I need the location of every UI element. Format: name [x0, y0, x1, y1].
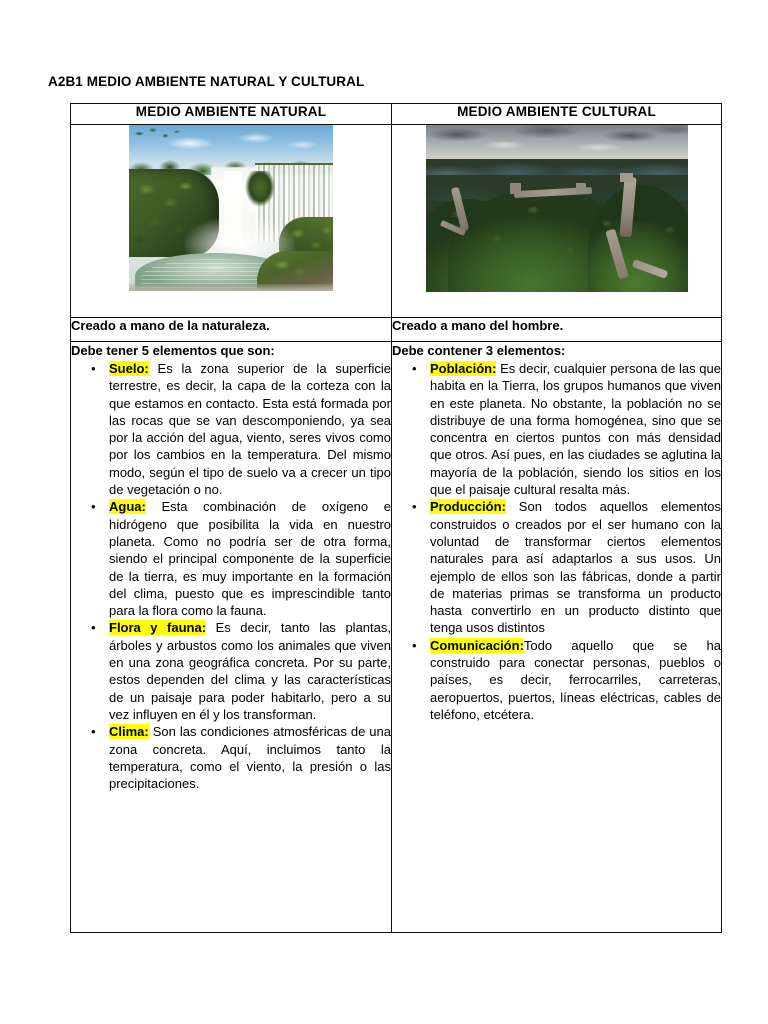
body-cell-natural [71, 342, 392, 933]
table-row-images [71, 125, 722, 318]
waterfall-branch [131, 127, 183, 149]
great-wall-watchtower-left [510, 183, 521, 194]
page-title: A2B1 MEDIO AMBIENTE NATURAL Y CULTURAL [48, 74, 365, 89]
great-wall-watchtower-center [576, 183, 586, 193]
body-cell-cultural [392, 342, 722, 933]
term-suelo: Suelo: [109, 361, 149, 376]
table-row-captions [71, 318, 722, 342]
list-item [428, 360, 721, 498]
list-item [107, 619, 391, 723]
list-item [107, 498, 391, 619]
caption-natural: Creado a mano de la naturaleza. [71, 318, 392, 342]
bullet-list-natural [71, 360, 391, 792]
desc-suelo: Es la zona superior de la superficie terrestre, es decir, la capa de la corteza con la que estamos en contacto. Esta está formada por las rocas que se van descomponiendo, ya sea por la acción del agua, viento, seres vivos como por los cambios en la temperatura. Del mismo modo, según el tipo de suelo va a crecer un tipo de vegetación o no. [109, 361, 391, 498]
desc-agua: Esta combinación de oxígeno e hidrógeno que posibilita la vida en nuestro planeta. Como no podría ser de otra forma, siendo el principal componente de la superficie de la tierra, es muy importante en la formación del clima, puesto que es imprescindible tanto para la flora como la fauna. [109, 499, 391, 619]
list-item [428, 498, 721, 636]
term-produccion: Producción: [430, 499, 506, 515]
comparison-table [70, 103, 722, 933]
image-cell-natural [71, 125, 392, 318]
list-item [107, 723, 391, 792]
table-row-headers [71, 104, 722, 125]
waterfall-foreground-moss [269, 257, 319, 283]
desc-comunicacion: Todo aquello que se ha construido para conectar personas, pueblos o países, es decir, ferrocarriles, carreteras, aeropuertos, puertos, líneas eléctricas, cables de teléfono, etcétera. [430, 637, 721, 722]
list-item [107, 360, 391, 498]
table-row-body [71, 342, 722, 933]
great-wall-foliage-texture [426, 181, 688, 292]
desc-flora-y-fauna: Es decir, tanto las plantas, árboles y arbustos como los animales que viven en una zona geográfica concreta. Por su parte, estos dependen del clima y las características de un paisaje para poder habitarlo, pero a su vez influyen en él y los transforman. [109, 620, 391, 722]
term-agua: Agua: [109, 499, 146, 515]
image-cell-cultural [392, 125, 722, 318]
waterfall-photo [129, 125, 333, 291]
term-clima: Clima: [109, 724, 149, 740]
great-wall-photo [426, 125, 688, 292]
intro-cultural: Debe contener 3 elementos: [392, 343, 566, 358]
term-flora-y-fauna: Flora y fauna: [109, 620, 207, 636]
column-header-natural: MEDIO AMBIENTE NATURAL [71, 104, 392, 125]
waterfall-bottom-edge [129, 284, 333, 291]
term-comunicacion: Comunicación: [430, 637, 524, 653]
waterfall-mid-foliage [245, 171, 275, 211]
bullet-list-cultural [392, 360, 721, 723]
great-wall-watchtower-right [620, 173, 633, 182]
column-header-cultural: MEDIO AMBIENTE CULTURAL [392, 104, 722, 125]
term-poblacion: Población: [430, 361, 497, 376]
list-item [428, 637, 721, 723]
desc-poblacion: Es decir, cualquier persona de las que habita en la Tierra, los grupos humanos que viven en este planeta. No obstante, la población no se distribuye de una forma homogénea, sino que se concentra en ciertos puntos con más densidad que otros. Así pues, en las ciudades se aglutina la mayoría de la población, siendo los sitios en los que el paisaje cultural resalta más. [430, 361, 721, 498]
desc-produccion: Son todos aquellos elementos construidos o creados por el ser humano con la voluntad de transformar ciertos elementos naturales para así adaptarlos a sus usos. Un ejemplo de ellos son las fábricas, donde a partir de materias primas se transforma un producto hasta convertirlo en un producto distinto que tenga usos distintos [430, 499, 721, 636]
desc-clima: Son las condiciones atmosféricas de una zona concreta. Aquí, incluimos tanto la temperatura, como el viento, la presión o las precipitaciones. [109, 724, 391, 792]
caption-cultural: Creado a mano del hombre. [392, 318, 722, 342]
intro-natural: Debe tener 5 elementos que son: [71, 343, 275, 358]
